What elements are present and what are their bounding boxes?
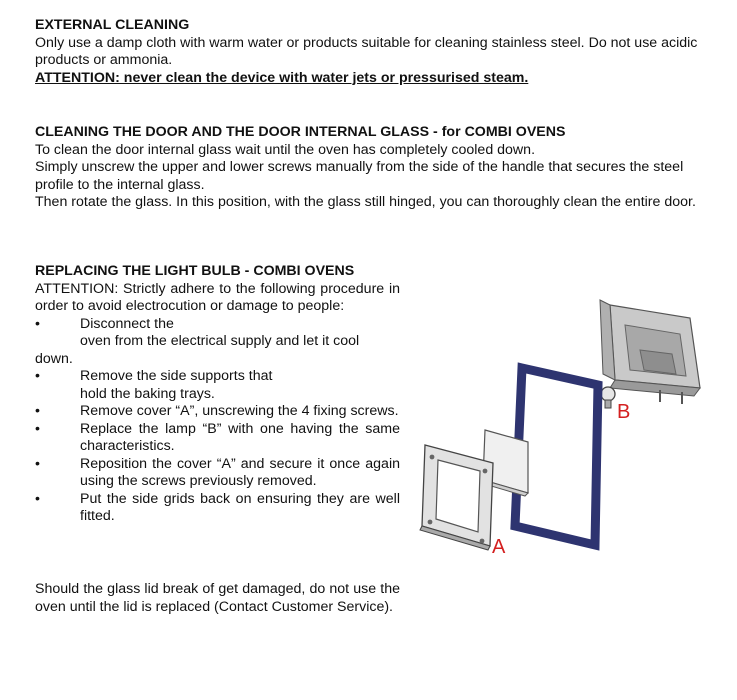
door-cleaning-section <box>35 124 715 212</box>
step-item <box>35 491 400 526</box>
cover-a-icon <box>420 445 493 550</box>
step-6: Put the side grids back on ensuring they are well fitted. <box>80 490 400 524</box>
step-4: Replace the lamp “B” with one having the same characteristics. <box>80 420 400 454</box>
exploded-diagram <box>410 290 730 570</box>
lamp-housing-icon <box>600 300 700 404</box>
external-cleaning-section <box>35 17 715 87</box>
step-item <box>35 456 400 491</box>
door-cleaning-title: CLEANING THE DOOR AND THE DOOR INTERNAL GLASS - for COMBI OVENS <box>35 124 566 140</box>
step-item <box>35 316 400 369</box>
door-cleaning-p2: Simply unscrew the upper and lower screws manually from the side of the handle that secures the steel profile to the internal glass. <box>35 159 684 193</box>
step-2: Remove the side supports that hold the baking trays. <box>80 368 273 402</box>
bullet-icon: • <box>35 403 40 419</box>
step-1a: Disconnect the <box>80 315 174 332</box>
step-item <box>35 421 400 456</box>
external-cleaning-title: EXTERNAL CLEANING <box>35 17 190 33</box>
step-1c: down. <box>35 350 73 367</box>
light-bulb-intro: ATTENTION: Strictly adhere to the following procedure in order to avoid electrocution or damage to people: <box>35 280 400 314</box>
external-cleaning-attention: ATTENTION: never clean the device with water jets or pressurised steam. <box>35 69 529 86</box>
bulb-icon <box>601 387 615 408</box>
light-bulb-title: REPLACING THE LIGHT BULB - COMBI OVENS <box>35 263 355 279</box>
step-3: Remove cover “A”, unscrewing the 4 fixing screws. <box>80 403 399 419</box>
glass-warning-text: Should the glass lid break of get damaged, do not use the oven until the lid is replaced (Contact Customer Service). <box>35 581 400 615</box>
step-item <box>35 368 400 403</box>
step-1b: oven from the electrical supply and let it cool <box>80 333 360 349</box>
door-cleaning-p3: Then rotate the glass. In this position, with the glass still hinged, you can thoroughly clean the entire door. <box>35 194 696 210</box>
bullet-icon: • <box>35 455 40 472</box>
step-item <box>35 403 400 421</box>
label-a: A <box>492 536 506 558</box>
external-cleaning-text: Only use a damp cloth with warm water or products suitable for cleaning stainless steel. Do not use acidic products or ammonia. <box>35 34 698 68</box>
glass-warning-section <box>35 581 400 616</box>
door-cleaning-p1: To clean the door internal glass wait until the oven has completely cooled down. <box>35 141 536 158</box>
step-5: Reposition the cover “A” and secure it once again using the screws previously removed. <box>80 455 400 489</box>
light-bulb-steps <box>35 316 400 526</box>
light-bulb-section <box>35 263 400 526</box>
label-b: B <box>617 401 631 423</box>
bullet-icon: • <box>35 420 40 437</box>
bullet-icon: • <box>35 315 40 332</box>
bullet-icon: • <box>35 490 40 507</box>
bullet-icon: • <box>35 368 40 384</box>
